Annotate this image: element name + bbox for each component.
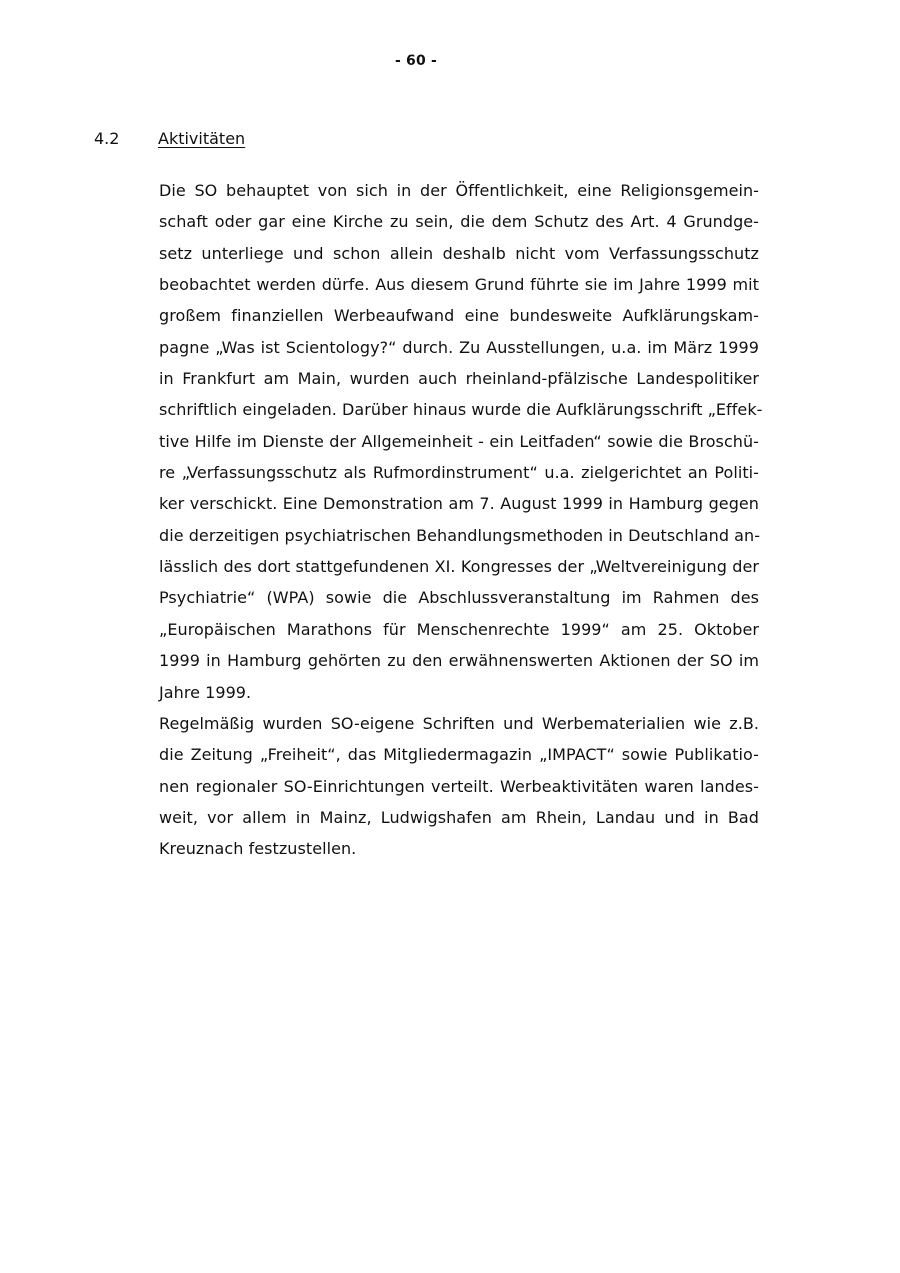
text-line: nen regionaler SO-Einrichtungen verteilt. Werbeaktivitäten waren landes- bbox=[159, 776, 759, 796]
text-line: re „Verfassungsschutz als Rufmordinstrument“ u.a. zielgerichtet an Politi- bbox=[159, 463, 759, 483]
text-line: lässlich des dort stattgefundenen XI. Kongresses der „Weltvereinigung der bbox=[159, 557, 759, 577]
body-text bbox=[159, 175, 763, 865]
paragraph-1 bbox=[159, 175, 763, 708]
text-line: setz unterliege und schon allein deshalb nicht vom Verfassungsschutz bbox=[159, 243, 759, 263]
section-heading bbox=[94, 128, 245, 150]
paragraph-2 bbox=[159, 708, 759, 865]
text-line: Psychiatrie“ (WPA) sowie die Abschlussveranstaltung im Rahmen des bbox=[159, 588, 759, 608]
section-number: 4.2 bbox=[94, 129, 120, 148]
text-line: schaft oder gar eine Kirche zu sein, die dem Schutz des Art. 4 Grundge- bbox=[159, 212, 759, 232]
text-line: Regelmäßig wurden SO-eigene Schriften und Werbematerialien wie z.B. bbox=[159, 713, 759, 733]
text-line: in Frankfurt am Main, wurden auch rheinland-pfälzische Landespolitiker bbox=[159, 369, 759, 389]
text-line: schriftlich eingeladen. Darüber hinaus wurde die Aufklärungsschrift „Effek- bbox=[159, 400, 763, 420]
text-line: die derzeitigen psychiatrischen Behandlungsmethoden in Deutschland an- bbox=[159, 525, 761, 545]
text-line: beobachtet werden dürfe. Aus diesem Grund führte sie im Jahre 1999 mit bbox=[159, 275, 759, 295]
text-line: Die SO behauptet von sich in der Öffentlichkeit, eine Religionsgemein- bbox=[159, 181, 759, 200]
text-line: weit, vor allem in Mainz, Ludwigshafen am Rhein, Landau und in Bad bbox=[159, 807, 759, 827]
text-line: „Europäischen Marathons für Menschenrechte 1999“ am 25. Oktober bbox=[159, 619, 759, 639]
text-line: pagne „Was ist Scientology?“ durch. Zu Ausstellungen, u.a. im März 1999 bbox=[159, 337, 759, 357]
text-line: ker verschickt. Eine Demonstration am 7. August 1999 in Hamburg gegen bbox=[159, 494, 759, 514]
text-line: Kreuznach festzustellen. bbox=[159, 839, 357, 859]
text-line: 1999 in Hamburg gehörten zu den erwähnenswerten Aktionen der SO im bbox=[159, 651, 759, 671]
page-number: - 60 - bbox=[394, 53, 438, 69]
text-line: Jahre 1999. bbox=[159, 682, 252, 702]
text-line: die Zeitung „Freiheit“, das Mitgliedermagazin „IMPACT“ sowie Publikatio- bbox=[159, 745, 759, 765]
text-line: großem finanziellen Werbeaufwand eine bundesweite Aufklärungskam- bbox=[159, 306, 759, 326]
section-title: Aktivitäten bbox=[158, 129, 246, 148]
text-line: tive Hilfe im Dienste der Allgemeinheit - ein Leitfaden“ sowie die Broschü- bbox=[159, 431, 759, 451]
